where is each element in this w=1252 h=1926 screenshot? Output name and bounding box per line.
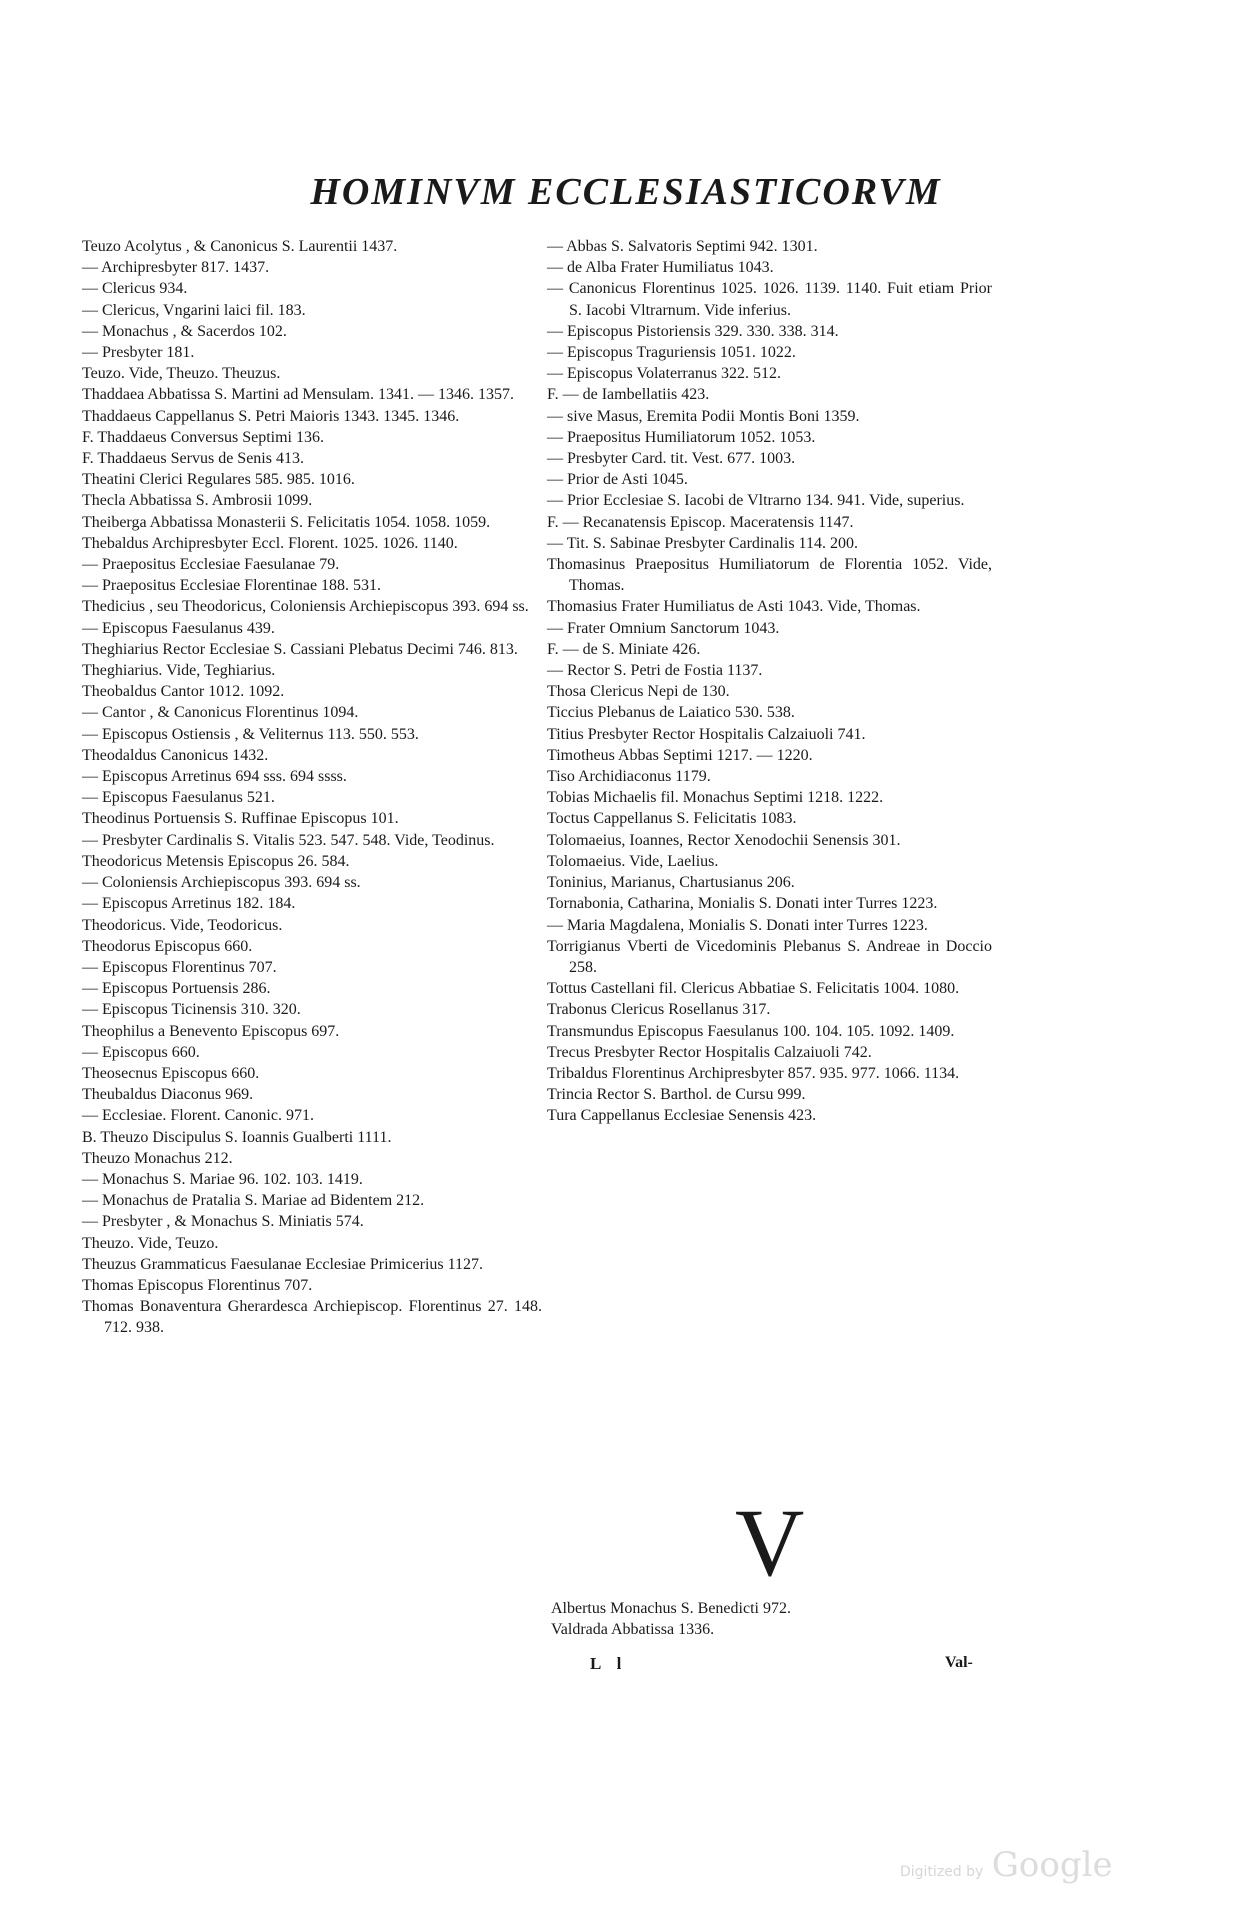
index-entry: — Praepositus Ecclesiae Faesulanae 79. [82, 556, 340, 574]
index-entry: — sive Masus, Eremita Podii Montis Boni 1359. [547, 407, 860, 425]
index-entry: — Abbas S. Salvatoris Septimi 942. 1301. [547, 238, 818, 255]
index-entry: — Episcopus 660. [82, 1043, 200, 1061]
gathering-signature: L l [590, 1654, 628, 1673]
entry-text: Valdrada Abbatissa 1336. [551, 1621, 715, 1638]
index-entry: — Praepositus Ecclesiae Florentinae 188. 531. [82, 577, 382, 595]
index-entry: Theuzo Monachus 212. [82, 1149, 233, 1167]
index-entry: — Presbyter Card. tit. Vest. 677. 1003. [547, 450, 796, 468]
index-entry: — Cantor , & Canonicus Florentinus 1094. [82, 704, 359, 722]
index-entry: Theiberga Abbatissa Monasterii S. Felicitatis 1054. 1058. 1059. [82, 513, 491, 531]
index-entry: — Frater Omnium Sanctorum 1043. [547, 619, 780, 637]
index-entry: — de Alba Frater Humiliatus 1043. [547, 259, 774, 277]
left-column [82, 236, 542, 1339]
index-entry: Thomas Episcopus Florentinus 707. [82, 1276, 313, 1294]
index-entry: Thedicius , seu Theodoricus, Coloniensis Archiepiscopus 393. 694 ss. [82, 598, 529, 616]
section-letter: V [735, 1489, 805, 1596]
index-entry: Theuzo. Vide, Teuzo. [82, 1234, 219, 1252]
index-entry: Theuzus Grammaticus Faesulanae Ecclesiae Primicerius 1127. [82, 1255, 484, 1273]
index-entry: — Clericus 934. [82, 280, 188, 298]
digitization-watermark [900, 1845, 1113, 1885]
index-entry: — Monachus S. Mariae 96. 102. 103. 1419. [82, 1170, 363, 1188]
index-entry: — Canonicus Florentinus 1025. 1026. 1139. 1140. Fuit etiam Prior S. Iacobi Vltrarnum. Vide inferius. [547, 280, 992, 319]
index-entry: Theosecnus Episcopus 660. [82, 1064, 260, 1082]
catchword: Val- [945, 1654, 973, 1671]
index-entry: F. — de Iambellatiis 423. [547, 386, 710, 404]
index-entry: Titius Presbyter Rector Hospitalis Calzaiuoli 741. [547, 725, 866, 743]
index-entry: — Prior Ecclesiae S. Iacobi de Vltrarno 134. 941. Vide, superius. [547, 492, 965, 510]
index-entry: Trecus Presbyter Rector Hospitalis Calzaiuoli 742. [547, 1043, 872, 1061]
index-entry: Theodoricus Metensis Episcopus 26. 584. [82, 852, 350, 870]
index-entry: — Episcopus Pistoriensis 329. 330. 338. 314. [547, 322, 839, 340]
index-entry: Thomas Bonaventura Gherardesca Archiepiscop. Florentinus 27. 148. 712. 938. [82, 1298, 542, 1337]
index-entry: Thaddaea Abbatissa S. Martini ad Mensulam. 1341. — 1346. 1357. [82, 386, 514, 404]
index-entry: Teuzo. Vide, Theuzo. Theuzus. [82, 365, 281, 383]
index-entry: Tottus Castellani fil. Clericus Abbatiae S. Felicitatis 1004. 1080. [547, 980, 960, 998]
index-entry: Trincia Rector S. Barthol. de Cursu 999. [547, 1086, 806, 1104]
index-entry: Theodaldus Canonicus 1432. [82, 746, 269, 764]
index-entry: Theophilus a Benevento Episcopus 697. [82, 1022, 340, 1040]
index-entry: Toctus Cappellanus S. Felicitatis 1083. [547, 810, 797, 828]
index-entry: — Coloniensis Archiepiscopus 393. 694 ss. [82, 874, 361, 892]
index-entry: — Presbyter , & Monachus S. Miniatis 574. [82, 1213, 364, 1231]
index-entry: Tolomaeius, Ioannes, Rector Xenodochii Senensis 301. [547, 831, 901, 849]
index-entry: — Tit. S. Sabinae Presbyter Cardinalis 114. 200. [547, 534, 858, 552]
watermark-brand: Google [991, 1845, 1113, 1885]
index-entry: — Ecclesiae. Florent. Canonic. 971. [82, 1107, 314, 1125]
index-entry: Ticcius Plebanus de Laiatico 530. 538. [547, 704, 795, 722]
index-entry: Thebaldus Archipresbyter Eccl. Florent. 1025. 1026. 1140. [82, 534, 458, 552]
index-entry: Toninius, Marianus, Chartusianus 206. [547, 874, 795, 892]
index-entry: — Episcopus Traguriensis 1051. 1022. [547, 344, 796, 362]
index-entry: — Praepositus Humiliatorum 1052. 1053. [547, 428, 816, 446]
watermark-prefix: Digitized by [900, 1864, 984, 1880]
index-entry: Theubaldus Diaconus 969. [82, 1086, 254, 1104]
index-entry: F. Thaddaeus Servus de Senis 413. [82, 450, 304, 468]
index-entry: B. Theuzo Discipulus S. Ioannis Gualberti 1111. [82, 1128, 392, 1146]
index-entry: Teuzo Acolytus , & Canonicus S. Laurentii 1437. [82, 238, 398, 255]
v-section-entries [551, 1598, 971, 1640]
index-entry: Thomasinus Praepositus Humiliatorum de Florentia 1052. Vide, Thomas. [547, 556, 992, 595]
index-entry: — Episcopus Florentinus 707. [82, 958, 277, 976]
index-entry: — Episcopus Ticinensis 310. 320. [82, 1001, 301, 1019]
index-entry: Trabonus Clericus Rosellanus 317. [547, 1001, 771, 1019]
index-entry: Tura Cappellanus Ecclesiae Senensis 423. [547, 1107, 817, 1125]
index-entry: Thomasius Frater Humiliatus de Asti 1043. Vide, Thomas. [547, 598, 921, 616]
index-entry: — Episcopus Arretinus 694 sss. 694 ssss. [82, 768, 347, 786]
index-entry: Theghiarius Rector Ecclesiae S. Cassiani Plebatus Decimi 746. 813. [82, 640, 518, 658]
entry-text: Albertus Monachus S. Benedicti 972. [551, 1600, 791, 1617]
index-entry: — Prior de Asti 1045. [547, 471, 688, 489]
index-entry: F. — de S. Miniate 426. [547, 640, 701, 658]
index-entry: — Presbyter Cardinalis S. Vitalis 523. 547. 548. Vide, Teodinus. [82, 831, 495, 849]
index-entry: Timotheus Abbas Septimi 1217. — 1220. [547, 746, 813, 764]
index-entry: Theodinus Portuensis S. Ruffinae Episcopus 101. [82, 810, 399, 828]
index-entry: Tiso Archidiaconus 1179. [547, 768, 711, 786]
index-entry: — Episcopus Ostiensis , & Veliternus 113. 550. 553. [82, 725, 419, 743]
index-entry: Tolomaeius. Vide, Laelius. [547, 852, 719, 870]
index-entry: Tribaldus Florentinus Archipresbyter 857. 935. 977. 1066. 1134. [547, 1064, 960, 1082]
index-entry: — Monachus , & Sacerdos 102. [82, 322, 287, 340]
right-column [547, 236, 992, 1127]
index-entry: Theghiarius. Vide, Teghiarius. [82, 662, 276, 680]
index-entry: Thecla Abbatissa S. Ambrosii 1099. [82, 492, 313, 510]
index-entry: Thosa Clericus Nepi de 130. [547, 683, 730, 701]
index-entry: — Clericus, Vngarini laici fil. 183. [82, 301, 306, 319]
index-entry: Tobias Michaelis fil. Monachus Septimi 1218. 1222. [547, 789, 884, 807]
index-entry: Theobaldus Cantor 1012. 1092. [82, 683, 285, 701]
index-entry: Thaddaeus Cappellanus S. Petri Maioris 1343. 1345. 1346. [82, 407, 460, 425]
index-entry: — Episcopus Arretinus 182. 184. [82, 895, 296, 913]
index-entry: — Rector S. Petri de Fostia 1137. [547, 662, 763, 680]
index-entry: — Presbyter 181. [82, 344, 195, 362]
index-entry: Theodorus Episcopus 660. [82, 937, 253, 955]
index-entry: Torrigianus Vberti de Vicedominis Plebanus S. Andreae in Doccio 258. [547, 937, 992, 976]
index-entry: — Episcopus Portuensis 286. [82, 980, 271, 998]
index-entry: F. — Recanatensis Episcop. Maceratensis 1147. [547, 513, 854, 531]
index-entry: Theatini Clerici Regulares 585. 985. 1016. [82, 471, 355, 489]
index-entry: — Episcopus Faesulanus 439. [82, 619, 275, 637]
index-entry: Tornabonia, Catharina, Monialis S. Donati inter Turres 1223. [547, 895, 938, 913]
index-entry: Theodoricus. Vide, Teodoricus. [82, 916, 283, 934]
index-entry [551, 1598, 971, 1619]
index-entry: Transmundus Episcopus Faesulanus 100. 104. 105. 1092. 1409. [547, 1022, 955, 1040]
page-title: HOMINVM ECCLESIASTICORVM [310, 171, 942, 213]
index-entry: F. Thaddaeus Conversus Septimi 136. [82, 428, 324, 446]
index-entry [551, 1619, 971, 1640]
index-entry: — Monachus de Pratalia S. Mariae ad Bidentem 212. [82, 1192, 425, 1210]
index-entry: — Episcopus Faesulanus 521. [82, 789, 275, 807]
index-entry: — Archipresbyter 817. 1437. [82, 259, 270, 277]
index-entry: — Maria Magdalena, Monialis S. Donati inter Turres 1223. [547, 916, 928, 934]
index-entry: — Episcopus Volaterranus 322. 512. [547, 365, 782, 383]
